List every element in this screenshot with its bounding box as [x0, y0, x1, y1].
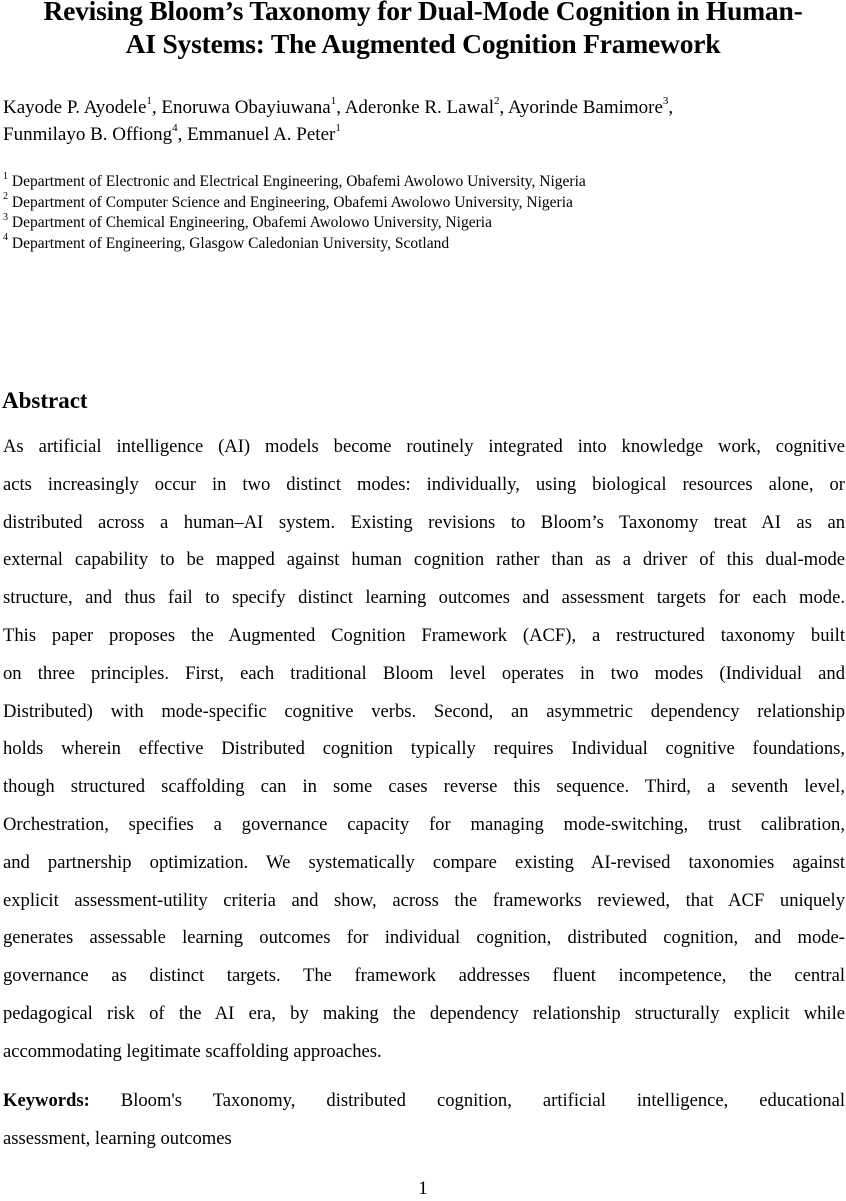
author-affiliation-marker: 4 — [172, 121, 178, 134]
abstract-line: generates assessable learning outcomes for individual cognition, distributed cognition, and mode- — [3, 927, 845, 949]
author-name: Funmilayo B. Offiong — [3, 124, 173, 145]
affiliation-text: Department of Computer Science and Engineering, Obafemi Awolowo University, Nigeria — [8, 193, 573, 211]
affiliation-number: 4 — [3, 232, 8, 244]
affiliation-number: 1 — [3, 170, 8, 182]
author-name: Kayode P. Ayodele — [3, 97, 147, 118]
affiliation-number: 2 — [3, 191, 8, 203]
author-line-1 — [3, 94, 843, 121]
abstract-line: distributed across a human–AI system. Existing revisions to Bloom’s Taxonomy treat AI as an — [3, 511, 845, 533]
affiliation-number: 3 — [3, 211, 8, 223]
keywords-line-1 — [3, 1082, 845, 1120]
affiliation-item — [3, 193, 843, 214]
author-name: Enoruwa Obayiuwana — [161, 97, 331, 118]
abstract-line: This paper proposes the Augmented Cognition Framework (ACF), a restructured taxonomy built — [3, 624, 845, 646]
keywords-text: Bloom's Taxonomy, distributed cognition, artificial intelligence, educational — [89, 1090, 845, 1111]
affiliation-item — [3, 172, 843, 193]
abstract-line: structure, and thus fail to specify distinct learning outcomes and assessment targets for each mode. — [3, 587, 845, 609]
author-separator: , — [336, 97, 345, 118]
author-separator: , — [177, 124, 188, 145]
affiliation-text: Department of Engineering, Glasgow Caledonian University, Scotland — [8, 234, 450, 252]
author-name: Emmanuel A. Peter — [187, 124, 336, 145]
keywords-section — [3, 1082, 845, 1158]
abstract-line: though structured scaffolding can in some cases reverse this sequence. Third, a seventh level, — [3, 776, 845, 798]
title-line-1: Revising Bloom’s Taxonomy for Dual-Mode Cognition in Human- — [43, 0, 803, 26]
abstract-line: holds wherein effective Distributed cognition typically requires Individual cognitive foundations, — [3, 738, 845, 760]
keywords-label: Keywords: — [3, 1090, 90, 1111]
author-separator: , — [499, 97, 508, 118]
abstract-line: As artificial intelligence (AI) models become routinely integrated into knowledge work, cognitive — [3, 436, 845, 457]
abstract-line: acts increasingly occur in two distinct modes: individually, using biological resources alone, or — [3, 473, 845, 495]
abstract-line: accommodating legitimate scaffolding approaches. — [3, 1040, 382, 1062]
abstract-line: Distributed) with mode-specific cognitive verbs. Second, an asymmetric dependency relationship — [3, 700, 845, 722]
author-name: Aderonke R. Lawal — [344, 97, 494, 118]
author-affiliation-marker: 1 — [335, 121, 341, 134]
page-number: 1 — [418, 1178, 428, 1199]
abstract-line: on three principles. First, each traditional Bloom level operates in two modes (Individual and — [3, 662, 845, 684]
abstract-line: pedagogical risk of the AI era, by making the dependency relationship structurally explicit while — [3, 1002, 845, 1024]
affiliation-text: Department of Electronic and Electrical Engineering, Obafemi Awolowo University, Nigeria — [8, 173, 586, 190]
title-line-2: AI Systems: The Augmented Cognition Framework — [125, 28, 721, 59]
author-affiliation-marker: 3 — [662, 94, 669, 107]
author-separator: , — [151, 97, 162, 118]
abstract-line: and partnership optimization. We systematically compare existing AI-revised taxonomies against — [3, 851, 845, 873]
abstract-body — [3, 428, 845, 1071]
paper-title — [0, 0, 846, 60]
abstract-line: governance as distinct targets. The framework addresses fluent incompetence, the central — [3, 965, 845, 987]
affiliation-item — [3, 234, 843, 255]
author-affiliation-marker: 1 — [330, 94, 337, 107]
affiliation-item — [3, 213, 843, 234]
author-separator: , — [668, 97, 674, 118]
author-affiliation-marker: 1 — [146, 94, 152, 107]
abstract-line: Orchestration, specifies a governance capacity for managing mode-switching, trust calibration, — [3, 813, 845, 835]
keywords-line-2: assessment, learning outcomes — [3, 1128, 232, 1149]
author-affiliation-marker: 2 — [494, 94, 500, 107]
affiliation-list — [3, 172, 843, 254]
abstract-line: explicit assessment-utility criteria and show, across the frameworks reviewed, that ACF uniquely — [3, 889, 845, 911]
abstract-heading: Abstract — [2, 388, 88, 413]
author-name: Ayorinde Bamimore — [507, 97, 663, 118]
affiliation-text: Department of Chemical Engineering, Obafemi Awolowo University, Nigeria — [8, 214, 492, 231]
author-line-2 — [3, 121, 843, 148]
author-list — [3, 94, 843, 148]
abstract-line: external capability to be mapped against human cognition rather than as a driver of this dual-mode — [3, 549, 845, 571]
